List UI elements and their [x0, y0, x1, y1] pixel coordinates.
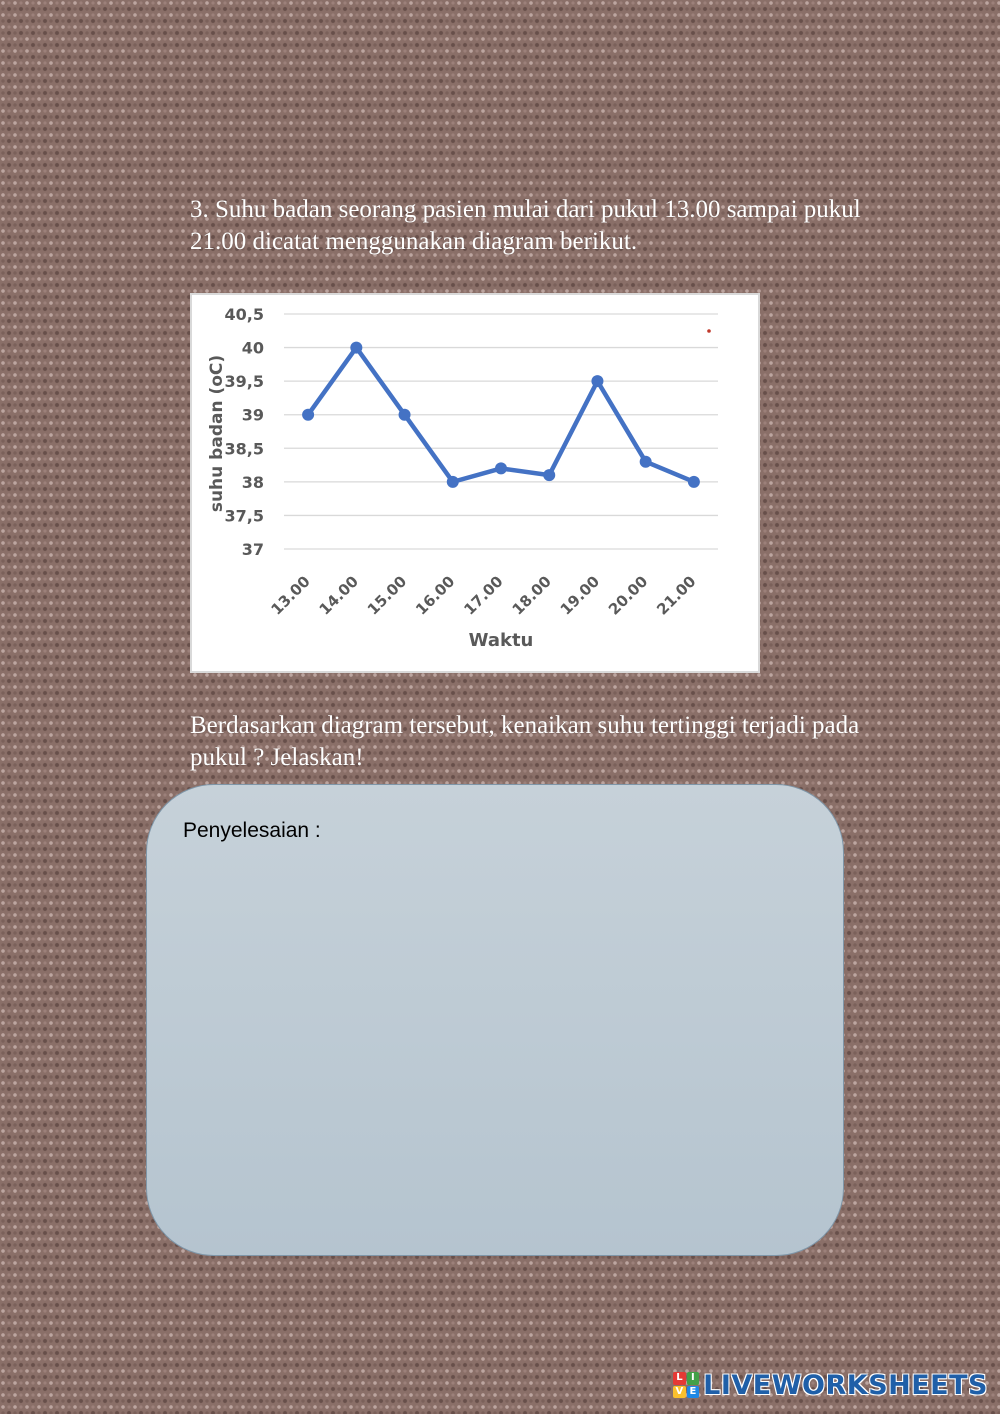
y-tick-label: 39: [241, 405, 264, 425]
data-point: [447, 476, 459, 488]
x-tick-label: 18.00: [508, 572, 555, 619]
y-tick-label: 38: [241, 472, 264, 492]
data-point: [495, 462, 507, 474]
temperature-chart: [190, 293, 760, 673]
chart-svg: [192, 295, 758, 671]
y-tick-label: 37,5: [224, 506, 264, 526]
brand-watermark: [673, 1370, 988, 1400]
logo-tile: V: [673, 1386, 686, 1399]
y-tick-label: 40: [241, 338, 264, 358]
x-tick-label: 16.00: [412, 572, 459, 619]
logo-tile: E: [687, 1386, 700, 1399]
y-axis-title: suhu badan (oC): [207, 354, 227, 513]
liveworksheets-logo-icon: [673, 1372, 699, 1398]
y-tick-label: 37: [241, 540, 264, 559]
data-point: [399, 409, 411, 421]
x-tick-label: 17.00: [460, 572, 507, 619]
x-tick-label: 20.00: [604, 572, 652, 619]
data-point: [543, 469, 555, 481]
logo-tile: I: [687, 1372, 700, 1385]
question-prompt: Berdasarkan diagram tersebut, kenaikan suhu tertinggi terjadi pada pukul ? Jelaskan!: [190, 712, 860, 771]
logo-tile: L: [673, 1372, 686, 1385]
x-tick-label: 13.00: [267, 572, 314, 619]
data-point: [591, 375, 603, 387]
y-tick-label: 38,5: [224, 439, 264, 459]
answer-label: Penyelesaian :: [183, 819, 321, 842]
x-tick-label: 21.00: [653, 572, 700, 619]
data-point: [688, 476, 700, 488]
x-tick-label: 15.00: [363, 572, 411, 619]
x-tick-label: 14.00: [315, 572, 362, 619]
data-point: [350, 342, 362, 354]
data-point: [302, 409, 314, 421]
stray-mark: [707, 329, 711, 333]
y-tick-label: 40,5: [224, 305, 264, 324]
answer-box[interactable]: [146, 784, 844, 1256]
y-tick-label: 39,5: [224, 372, 264, 392]
brand-text: LIVEWORKSHEETS: [703, 1369, 988, 1401]
x-tick-label: 19.00: [556, 572, 604, 619]
data-point: [640, 456, 652, 468]
question-intro: 3. Suhu badan seorang pasien mulai dari pukul 13.00 sampai pukul 21.00 dicatat menggunakan diagram berikut.: [190, 196, 861, 255]
x-axis-title: Waktu: [468, 630, 534, 651]
